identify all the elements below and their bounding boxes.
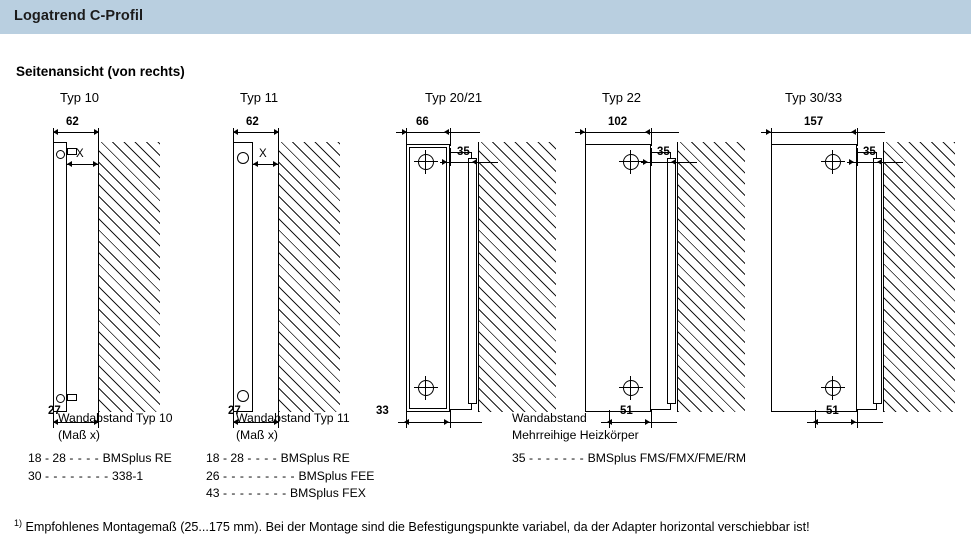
legend-product: BMSplus FEE xyxy=(298,468,375,483)
column-title-typ11: Typ 11 xyxy=(240,90,279,105)
dim-ext-right xyxy=(450,128,451,146)
radiator-panel xyxy=(53,142,67,412)
dim-ext-gap-left xyxy=(857,148,858,166)
nipple-cross-top-v xyxy=(832,150,833,174)
dim-line-depth xyxy=(233,132,279,133)
dim-arrow-x-right xyxy=(93,161,98,167)
dim-ext-bottom-right xyxy=(450,410,451,428)
dim-label-depth: 62 xyxy=(246,116,259,128)
connection-nipple-top xyxy=(237,152,249,164)
legend-leader: - - - - xyxy=(247,451,278,465)
legend-leader: - - - - - - - xyxy=(528,451,585,465)
legend-typ11 xyxy=(206,450,374,503)
dim-ext-left xyxy=(406,128,407,146)
dim-arrow-gap-right xyxy=(472,159,477,165)
legend-product: BMSplus RE xyxy=(280,451,350,465)
legend-multirow xyxy=(512,450,746,468)
dim-line-depth xyxy=(575,132,679,133)
legend-row xyxy=(206,485,374,503)
figure-typ10 xyxy=(20,116,180,422)
dim-label-depth: 62 xyxy=(66,116,79,128)
radiator-body xyxy=(771,144,857,412)
radiator-body xyxy=(585,144,651,412)
legend-leader: - - - - - - - - xyxy=(222,486,287,500)
legend-product: 338-1 xyxy=(112,468,144,483)
dim-arrow-x-left xyxy=(67,161,72,167)
dim-arrow-gap-right xyxy=(877,159,882,165)
dim-ext-gap-right xyxy=(677,148,678,166)
dim-label-gap: 35 xyxy=(863,146,876,158)
legend-value: 35 xyxy=(512,451,526,465)
legend-row xyxy=(206,468,374,486)
dim-label-depth: 102 xyxy=(608,116,628,128)
caption-multirow xyxy=(512,410,639,444)
radiator-inner-profile xyxy=(409,147,447,409)
title-bar xyxy=(0,0,971,34)
legend-leader: - - - - - - - - xyxy=(44,468,109,483)
wall-hatching xyxy=(98,142,160,412)
dim-line-bottom xyxy=(807,422,883,423)
dim-arrow-bottom-right xyxy=(444,419,449,425)
connection-nipple-bottom xyxy=(237,390,249,402)
dim-label-x: X xyxy=(259,148,267,160)
legend-product: BMSplus FEX xyxy=(290,486,366,500)
adapter-plate xyxy=(468,158,477,404)
dim-label-bottom: 27 xyxy=(48,405,61,417)
nipple-cross-bottom-v xyxy=(630,376,631,400)
figure-typ22 xyxy=(565,116,755,422)
dim-ext-left xyxy=(771,128,772,146)
dim-arrow-right-in xyxy=(444,129,449,135)
caption-multirow-line1: Wandabstand xyxy=(512,411,587,425)
figure-typ11 xyxy=(200,116,360,422)
column-title-typ2021: Typ 20/21 xyxy=(425,90,483,105)
nipple-cross-top-v xyxy=(425,150,426,174)
dim-arrow-x-left xyxy=(253,161,258,167)
legend-leader: - - - - xyxy=(69,451,100,465)
dim-label-bottom: 51 xyxy=(826,405,839,417)
legend-row xyxy=(512,450,746,468)
figure-typ2021 xyxy=(376,116,568,422)
dim-arrow-gap-left xyxy=(643,159,648,165)
dim-ext-left xyxy=(585,128,586,146)
legend-value: 30 xyxy=(28,468,42,483)
dim-line-gap xyxy=(440,162,498,163)
dim-ext-gap-right xyxy=(883,148,884,166)
dim-label-depth: 157 xyxy=(804,116,824,128)
footnote-marker: 1) xyxy=(14,518,23,528)
dim-arrow-gap-right xyxy=(671,159,676,165)
dim-label-gap: 35 xyxy=(457,146,470,158)
dim-label-bottom: 27 xyxy=(228,405,241,417)
dim-arrow-bottom-right xyxy=(645,419,650,425)
dim-line-depth xyxy=(396,132,480,133)
dim-ext-gap-left xyxy=(450,148,451,166)
adapter-plate xyxy=(667,158,676,404)
dim-arrow-gap-left xyxy=(442,159,447,165)
dim-ext-left xyxy=(53,128,54,148)
legend-value: 43 xyxy=(206,486,220,500)
legend-value: 18 - 28 xyxy=(28,451,66,465)
dim-line-depth xyxy=(53,132,99,133)
dim-arrow-x-right xyxy=(273,161,278,167)
nipple-cross-top-v xyxy=(630,150,631,174)
dim-ext-gap-right xyxy=(478,148,479,166)
figure-typ3033 xyxy=(755,116,965,422)
dim-ext-right xyxy=(98,128,99,152)
diagram-panel xyxy=(0,42,971,508)
legend-row xyxy=(206,450,374,468)
section-title: Seitenansicht (von rechts) xyxy=(16,64,185,79)
title-bar-fill xyxy=(0,0,971,34)
dim-ext-bottom-right xyxy=(857,410,858,428)
caption-typ11 xyxy=(236,410,350,444)
dim-line-gap xyxy=(847,162,903,163)
wall-hatching xyxy=(677,142,745,412)
dim-arrow-right-in xyxy=(851,129,856,135)
dim-ext-bottom-right xyxy=(651,410,652,428)
legend-value: 18 - 28 xyxy=(206,451,244,465)
dim-ext-bottom-left xyxy=(815,410,816,428)
column-title-typ22: Typ 22 xyxy=(602,90,642,105)
bracket-bottom xyxy=(67,394,77,401)
legend-typ10 xyxy=(28,450,172,485)
dim-line-bottom xyxy=(398,422,482,423)
column-title-typ3033: Typ 30/33 xyxy=(785,90,843,105)
legend-leader: - - - - - - - - - xyxy=(222,468,296,483)
caption-typ11-line2: (Maß x) xyxy=(236,428,278,442)
dim-ext-bottom-left xyxy=(406,410,407,428)
dim-label-x: X xyxy=(76,148,84,160)
footnote-text: Empfohlenes Montagemaß (25...175 mm). Bei der Montage sind die Befestigungspunkte variabel, da der Adapter horizontal verschiebbar ist! xyxy=(25,520,810,535)
wall-hatching xyxy=(278,142,340,412)
page-title: Logatrend C-Profil xyxy=(14,8,144,24)
dim-ext-right xyxy=(278,128,279,152)
caption-typ11-line1: Wandabstand Typ 11 xyxy=(236,411,350,425)
caption-multirow-line2: Mehrreihige Heizkörper xyxy=(512,428,639,442)
legend-row xyxy=(28,468,172,486)
dim-line-gap xyxy=(641,162,697,163)
column-title-typ10: Typ 10 xyxy=(60,90,100,105)
caption-typ10-line2: (Maß x) xyxy=(58,428,100,442)
wall-hatching xyxy=(883,142,955,412)
legend-product: BMSplus RE xyxy=(102,451,172,465)
nipple-cross-bottom-v xyxy=(425,376,426,400)
wall-hatching xyxy=(478,142,556,412)
dim-ext-gap-left xyxy=(651,148,652,166)
dim-ext-left xyxy=(233,128,234,148)
dim-label-gap: 35 xyxy=(657,146,670,158)
dim-ext-right xyxy=(857,128,858,146)
legend-product: BMSplus FMS/FMX/FME/RM xyxy=(587,451,747,465)
legend-value: 26 xyxy=(206,468,220,483)
connection-nipple-top xyxy=(56,150,65,159)
legend-row xyxy=(28,450,172,468)
adapter-plate xyxy=(873,158,882,404)
dim-arrow-gap-left xyxy=(849,159,854,165)
dim-label-bottom: 33 xyxy=(376,405,389,417)
radiator-panel xyxy=(233,142,253,412)
dim-arrow-right-in xyxy=(645,129,650,135)
dim-line-depth xyxy=(761,132,885,133)
nipple-cross-bottom-v xyxy=(832,376,833,400)
dim-label-depth: 66 xyxy=(416,116,429,128)
caption-typ10-line1: Wandabstand Typ 10 xyxy=(58,411,173,425)
connection-nipple-bottom xyxy=(56,394,65,403)
dim-label-bottom: 51 xyxy=(620,405,633,417)
dim-arrow-bottom-right xyxy=(851,419,856,425)
caption-typ10 xyxy=(58,410,173,444)
dim-ext-right xyxy=(651,128,652,146)
footnote xyxy=(14,518,810,534)
